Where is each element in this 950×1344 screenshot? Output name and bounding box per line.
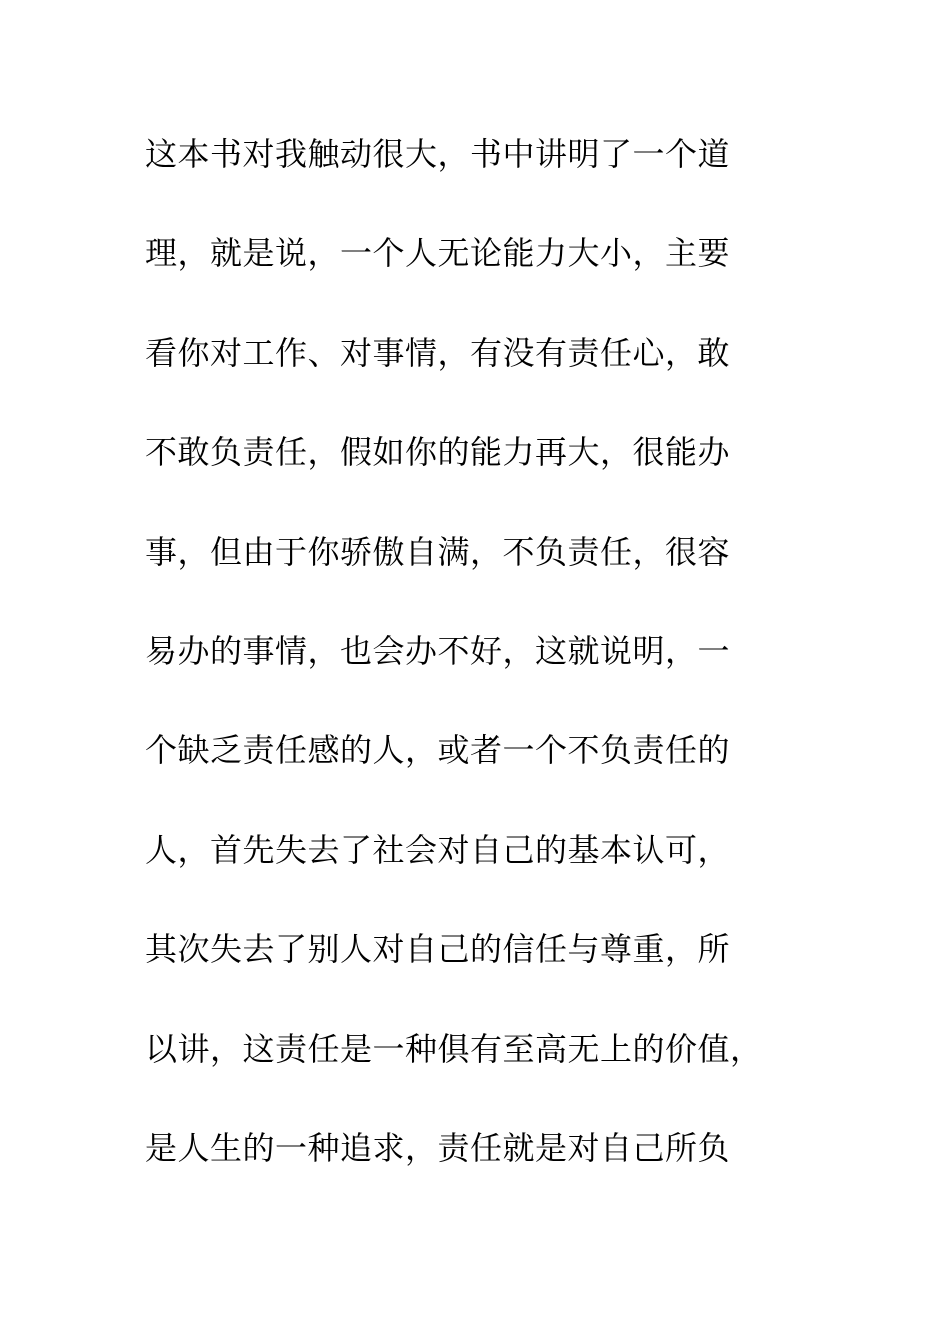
text-line: 个缺乏责任感的人，或者一个不负责任的 — [145, 731, 731, 770]
text-line: 理，就是说，一个人无论能力大小，主要 — [145, 234, 731, 273]
text-line: 看你对工作、对事情，有没有责任心，敢 — [145, 333, 731, 372]
text-line: 事，但由于你骄傲自满，不负责任，很容 — [145, 532, 731, 571]
text-line: 其次失去了别人对自己的信任与尊重，所 — [145, 930, 731, 969]
text-line: 人，首先失去了社会对自己的基本认可， — [145, 830, 731, 869]
text-line: 易办的事情，也会办不好，这就说明，一 — [145, 631, 731, 670]
text-line: 不敢负责任，假如你的能力再大，很能办 — [145, 433, 731, 472]
text-line: 这本书对我触动很大，书中讲明了一个道 — [145, 135, 731, 173]
body-paragraph — [145, 126, 825, 1219]
text-line: 是人生的一种追求，责任就是对自己所负 — [145, 1128, 731, 1167]
text-line: 以讲，这责任是一种俱有至高无上的价值， — [145, 1029, 763, 1068]
